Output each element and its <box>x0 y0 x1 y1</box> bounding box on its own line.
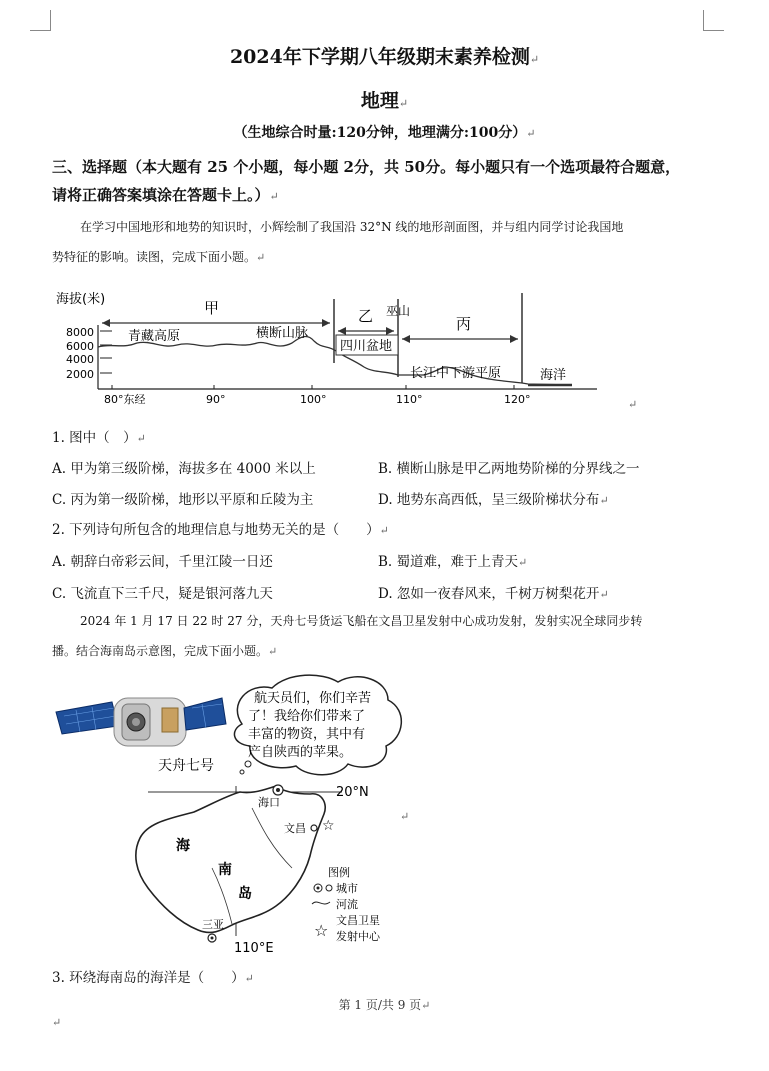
intro2-line1: 2024 年 1 月 17 日 22 时 27 分，天舟七号货运飞船在文昌卫星发射中心成功发射，发射实况全球同步转 <box>80 614 643 628</box>
section-heading <box>52 153 680 211</box>
terrain-profile-chart <box>52 285 652 410</box>
bubble-line-3: 丰富的物资，其中有 <box>248 727 366 742</box>
wenchang-city-icon <box>311 825 317 831</box>
q1-option-b[interactable]: B. 横断山脉是甲乙两地势阶梯的分界线之一 <box>378 461 640 477</box>
hainan-island-outline <box>136 786 325 932</box>
intro-paragraph-1 <box>52 212 712 273</box>
label-jia: 甲 <box>204 299 220 317</box>
q1-option-d[interactable]: D. 地势东高西低，呈三级阶梯状分布↵ <box>378 492 609 508</box>
sanya-label: 三亚 <box>202 918 224 931</box>
label-wushan: 巫山 <box>386 304 411 318</box>
crop-mark-left <box>30 10 51 31</box>
q2-option-b[interactable]: B. 蜀道难，难于上青天↵ <box>378 554 528 570</box>
legend-launch-label-1: 文昌卫星 <box>336 914 380 927</box>
legend-river-icon <box>312 902 330 904</box>
wenchang-label: 文昌 <box>284 822 306 835</box>
x-tick-80: 80°东经 <box>104 393 146 406</box>
x-tick-100: 100° <box>300 393 327 406</box>
q1-stem: 1. 图中（ ）↵ <box>52 430 146 446</box>
legend-city-label: 城市 <box>336 882 358 895</box>
q1-option-c[interactable]: C. 丙为第一级阶梯，地形以平原和丘陵为主 <box>52 492 314 508</box>
section-heading-line1: 三、选择题（本大题有 25 个小题，每小题 2分，共 50分。每小题只有一个选项最符合题意， <box>52 158 681 176</box>
legend-river-label: 河流 <box>336 898 358 911</box>
legend-title: 图例 <box>328 866 350 879</box>
x-tick-120: 120° <box>504 393 531 406</box>
bubble-line-1: 航天员们，你们辛苦 <box>254 691 372 706</box>
bubble-line-2: 了！我给你们带来了 <box>248 709 366 724</box>
label-ocean: 海洋 <box>540 368 567 383</box>
return-mark: ↵ <box>400 810 410 823</box>
launch-center-star-icon: ☆ <box>322 818 335 834</box>
q2-option-c[interactable]: C. 飞流直下三千尺，疑是银河落九天 <box>52 586 273 602</box>
label-sichuan: 四川盆地 <box>340 339 393 354</box>
subject-title: 地理↵ <box>360 90 409 112</box>
q2-option-a[interactable]: A. 朝辞白帝彩云间，千里江陵一日还 <box>52 554 273 570</box>
label-bing: 丙 <box>456 315 472 333</box>
return-mark: ↵ <box>52 1016 62 1029</box>
return-mark: ↵ <box>628 398 638 411</box>
island-char-2: 南 <box>218 862 232 878</box>
label-yi: 乙 <box>358 307 374 325</box>
lat-label: 20°N <box>336 785 369 800</box>
intro2-line2: 播。结合海南岛示意图，完成下面小题。↵ <box>52 644 278 658</box>
section-heading-line2: 请将正确答案填涂在答题卡上。）↵ <box>52 186 279 204</box>
y-tick-6000: 6000 <box>66 340 94 353</box>
spacecraft-label: 天舟七号 <box>158 758 214 774</box>
spacecraft-image <box>56 698 226 746</box>
legend-launch-icon: ☆ <box>314 921 329 940</box>
haikou-label: 海口 <box>258 796 280 809</box>
intro1-line2: 势特征的影响。读图，完成下面小题。↵ <box>52 250 266 264</box>
y-tick-8000: 8000 <box>66 326 94 339</box>
x-tick-90: 90° <box>206 393 226 406</box>
exam-title: 2024年下学期八年级期末素养检测↵ <box>229 46 540 68</box>
label-hengduan: 横断山脉 <box>256 326 309 341</box>
island-char-3: 岛 <box>238 886 252 902</box>
lon-label: 110°E <box>234 941 274 956</box>
y-tick-2000: 2000 <box>66 368 94 381</box>
y-tick-4000: 4000 <box>66 353 94 366</box>
q3-stem: 3. 环绕海南岛的海洋是（ ）↵ <box>52 970 254 986</box>
q2-stem: 2. 下列诗句所包含的地理信息与地势无关的是（ ）↵ <box>52 522 389 538</box>
bubble-line-4: 产自陕西的苹果。 <box>248 745 353 760</box>
island-char-1: 海 <box>176 838 190 854</box>
crop-mark-right <box>703 10 724 31</box>
hainan-map-figure <box>52 668 422 958</box>
legend-launch-label-2: 发射中心 <box>336 930 380 943</box>
intro-paragraph-2 <box>52 606 712 667</box>
intro1-line1: 在学习中国地形和地势的知识时，小辉绘制了我国沿 32°N 线的地形剖面图，并与组内同学讨论我国地 <box>80 220 624 234</box>
q1-option-a[interactable]: A. 甲为第三级阶梯，海拔多在 4000 米以上 <box>52 461 316 477</box>
page-footer: 第 1 页/共 9 页↵ <box>338 998 431 1012</box>
x-tick-110: 110° <box>396 393 423 406</box>
profile-ylabel: 海拔(米) <box>56 292 106 307</box>
label-changjiang: 长江中下游平原 <box>410 366 502 381</box>
q2-option-d[interactable]: D. 忽如一夜春风来，千树万树梨花开↵ <box>378 586 609 602</box>
label-qingzang: 青藏高原 <box>128 329 181 344</box>
exam-info: （生地综合时量:120分钟，地理满分:100分）↵ <box>233 125 536 141</box>
